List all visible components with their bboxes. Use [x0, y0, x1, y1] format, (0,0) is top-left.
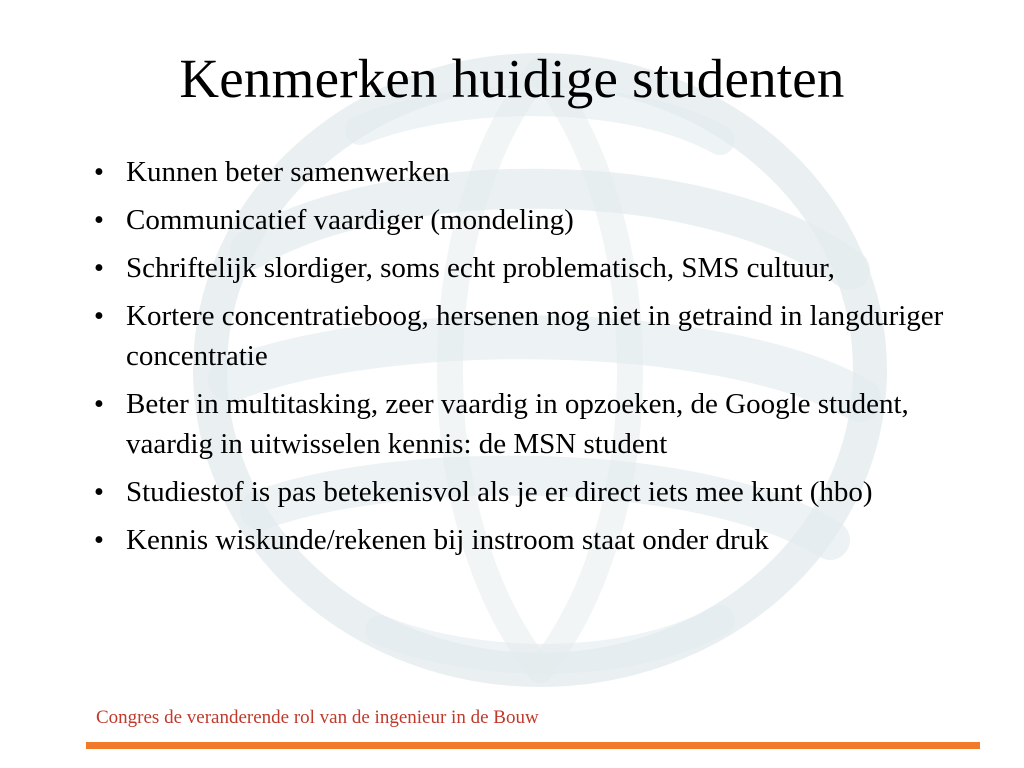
list-item	[84, 472, 964, 512]
bullet-icon: •	[93, 156, 105, 188]
bullet-text: Schriftelijk slordiger, soms echt problematisch, SMS cultuur,	[126, 252, 835, 284]
footer-divider	[86, 742, 980, 749]
bullet-text: Kennis wiskunde/rekenen bij instroom staat onder druk	[126, 524, 769, 556]
list-item	[84, 384, 964, 464]
bullet-icon: •	[93, 300, 105, 332]
list-item	[84, 520, 964, 560]
bullet-text: Beter in multitasking, zeer vaardig in opzoeken, de Google student, vaardig in uitwisselen kennis: de MSN student	[126, 388, 909, 460]
bullet-icon: •	[93, 476, 105, 508]
list-item	[84, 296, 964, 376]
bullet-text: Kunnen beter samenwerken	[126, 156, 450, 188]
bullet-list	[84, 152, 964, 568]
bullet-text: Communicatief vaardiger (mondeling)	[126, 204, 574, 236]
bullet-icon: •	[93, 252, 105, 284]
list-item	[84, 248, 964, 288]
bullet-text: Kortere concentratieboog, hersenen nog niet in getraind in langduriger concentratie	[126, 300, 944, 372]
slide-title: Kenmerken huidige studenten	[179, 48, 845, 109]
bullet-text: Studiestof is pas betekenisvol als je er direct iets mee kunt (hbo)	[126, 476, 873, 508]
bullet-icon: •	[93, 204, 105, 236]
bullet-icon: •	[93, 388, 105, 420]
footer-caption: Congres de veranderende rol van de ingenieur in de Bouw	[96, 707, 539, 728]
list-item	[84, 152, 964, 192]
list-item	[84, 200, 964, 240]
bullet-icon: •	[93, 524, 105, 556]
